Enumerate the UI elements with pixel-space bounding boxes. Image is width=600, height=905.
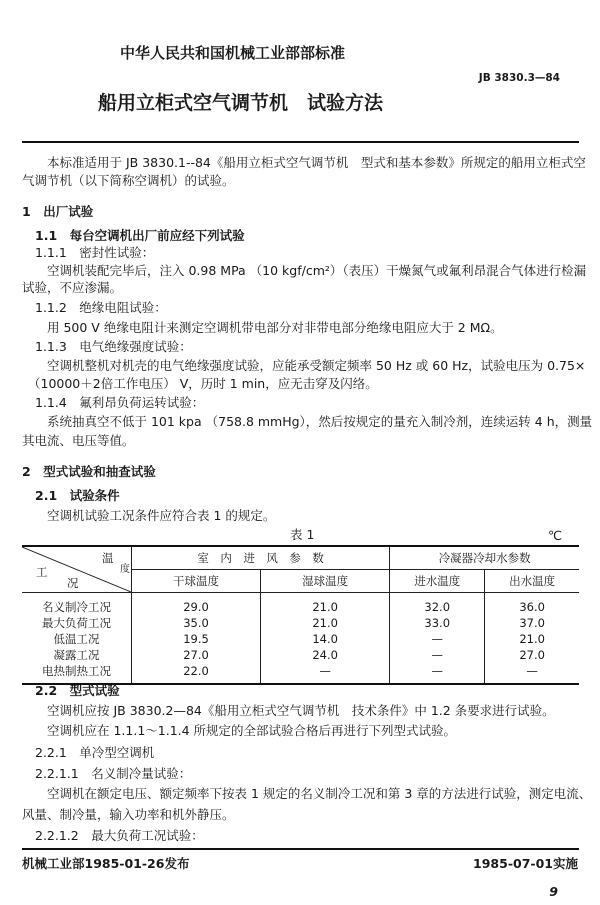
- table-row: [22, 647, 579, 663]
- table-row: [22, 663, 579, 684]
- footer-rule: [22, 848, 579, 850]
- condition-name: 名义制冷工况: [42, 600, 111, 614]
- value-cell: 27.0: [132, 647, 261, 663]
- issue-date: 机械工业部1985-01-26发布: [22, 856, 190, 871]
- value-cell: 32.0: [390, 593, 485, 616]
- value-cell: 21.0: [261, 593, 390, 616]
- section-2-2-heading: 2.2 型式试验: [35, 683, 120, 698]
- table-row: [22, 615, 579, 631]
- value-cell: 21.0: [485, 631, 579, 647]
- intro-line-2: 气调节机（以下简称空调机）的试验。: [22, 173, 235, 188]
- table-row: [22, 631, 579, 647]
- condition-name: 电热制热工况: [42, 664, 111, 678]
- condition-name: 最大负荷工况: [42, 616, 111, 630]
- table-row: [22, 593, 579, 616]
- standard-code: JB 3830.3—84: [478, 72, 560, 84]
- paragraph: 空调机应按 JB 3830.2—84《船用立柜式空气调节机 技术条件》中 1.2 条要求进行试验。: [47, 703, 555, 718]
- col-header: 进水温度: [390, 570, 485, 593]
- condition-name: 凝露工况: [53, 648, 100, 662]
- paragraph: 空调机在额定电压、额定频率下按表 1 规定的名义制冷工况和第 3 章的方法进行试验，测定电流、: [47, 786, 592, 801]
- value-cell: —: [390, 647, 485, 663]
- value-cell: 37.0: [485, 615, 579, 631]
- col-header: 出水温度: [485, 570, 579, 593]
- value-cell: 35.0: [132, 615, 261, 631]
- paragraph: 空调机装配完毕后，注入 0.98 MPa （10 kgf/cm²）（表压）干燥氮气或氟利昂混合气体进行检漏: [47, 263, 587, 278]
- corner-top: 温: [102, 551, 114, 565]
- corner-right: 度: [120, 564, 130, 575]
- section-2-2-1-1-heading: 2.2.1.1 名义制冷量试验：: [35, 766, 192, 781]
- value-cell: 19.5: [132, 631, 261, 647]
- section-1-1-4-heading: 1.1.4 氟利昂负荷运转试验：: [35, 395, 205, 410]
- paragraph: 风量、制冷量，输入功率和机外静压。: [22, 807, 235, 822]
- group-condenser-water: 冷凝器冷却水参数: [390, 546, 579, 570]
- section-1-1-1-heading: 1.1.1 密封性试验：: [35, 245, 155, 260]
- paragraph: 其电流、电压等值。: [22, 433, 135, 448]
- value-cell: 22.0: [132, 663, 261, 684]
- page-number: 9: [549, 884, 558, 899]
- table-unit: ℃: [548, 528, 563, 543]
- col-header: 湿球温度: [261, 570, 390, 593]
- value-cell: 27.0: [485, 647, 579, 663]
- section-2-2-1-heading: 2.2.1 单冷型空调机: [35, 745, 155, 760]
- value-cell: 14.0: [261, 631, 390, 647]
- effective-date: 1985-07-01实施: [473, 856, 578, 871]
- value-cell: 24.0: [261, 647, 390, 663]
- paragraph: 系统抽真空不低于 101 kpa （758.8 mmHg），然后按规定的量充入制冷剂，连续运转 4 h，测量: [47, 414, 593, 429]
- paragraph: 用 500 V 绝缘电阻计来测定空调机带电部分对非带电部分绝缘电阻应大于 2 MΩ。: [47, 320, 503, 335]
- col-header: 干球温度: [132, 570, 261, 593]
- section-2-1-heading: 2.1 试验条件: [35, 488, 120, 503]
- header-rule: [22, 141, 579, 143]
- condition-name: 低温工况: [53, 632, 100, 646]
- table-caption: 表 1: [290, 527, 315, 542]
- value-cell: —: [485, 663, 579, 684]
- corner-left: 工: [36, 565, 48, 579]
- value-cell: —: [390, 663, 485, 684]
- value-cell: 21.0: [261, 615, 390, 631]
- section-1-1-2-heading: 1.1.2 绝缘电阻试验：: [35, 300, 167, 315]
- value-cell: —: [390, 631, 485, 647]
- paragraph: （10000＋2倍工作电压） V，历时 1 min，应无击穿及闪络。: [28, 376, 378, 391]
- section-2-heading: 2 型式试验和抽查试验: [22, 464, 156, 479]
- section-1-heading: 1 出厂试验: [22, 204, 94, 219]
- page-title: 船用立柜式空气调节机 试验方法: [98, 92, 384, 114]
- paragraph: 空调机应在 1.1.1～1.1.4 所规定的全部试验合格后再进行下列型式试验。: [47, 723, 457, 738]
- value-cell: —: [261, 663, 390, 684]
- group-indoor-air: 室 内 进 风 参 数: [132, 546, 390, 570]
- value-cell: 36.0: [485, 593, 579, 616]
- value-cell: 29.0: [132, 593, 261, 616]
- value-cell: 33.0: [390, 615, 485, 631]
- paragraph: 试验，不应渗漏。: [22, 280, 123, 295]
- section-2-2-1-2-heading: 2.2.1.2 最大负荷工况试验：: [35, 828, 204, 843]
- section-1-1-heading: 1.1 每台空调机出厂前应经下列试验: [35, 228, 245, 243]
- test-conditions-table: [22, 545, 579, 685]
- paragraph: 空调机整机对机壳的电气绝缘强度试验，应能承受额定频率 50 Hz 或 60 Hz，试验电压为 0.75×: [47, 358, 586, 373]
- intro-line-1: 本标准适用于 JB 3830.1--84《船用立柜式空气调节机 型式和基本参数》所规定的船用立柜式空: [47, 155, 586, 170]
- section-1-1-3-heading: 1.1.3 电气绝缘强度试验：: [35, 339, 192, 354]
- corner-bottom: 况: [67, 576, 79, 590]
- issuing-org: 中华人民共和国机械工业部部标准: [120, 44, 346, 62]
- corner-header: [22, 546, 132, 593]
- paragraph: 空调机试验工况条件应符合表 1 的规定。: [47, 508, 276, 523]
